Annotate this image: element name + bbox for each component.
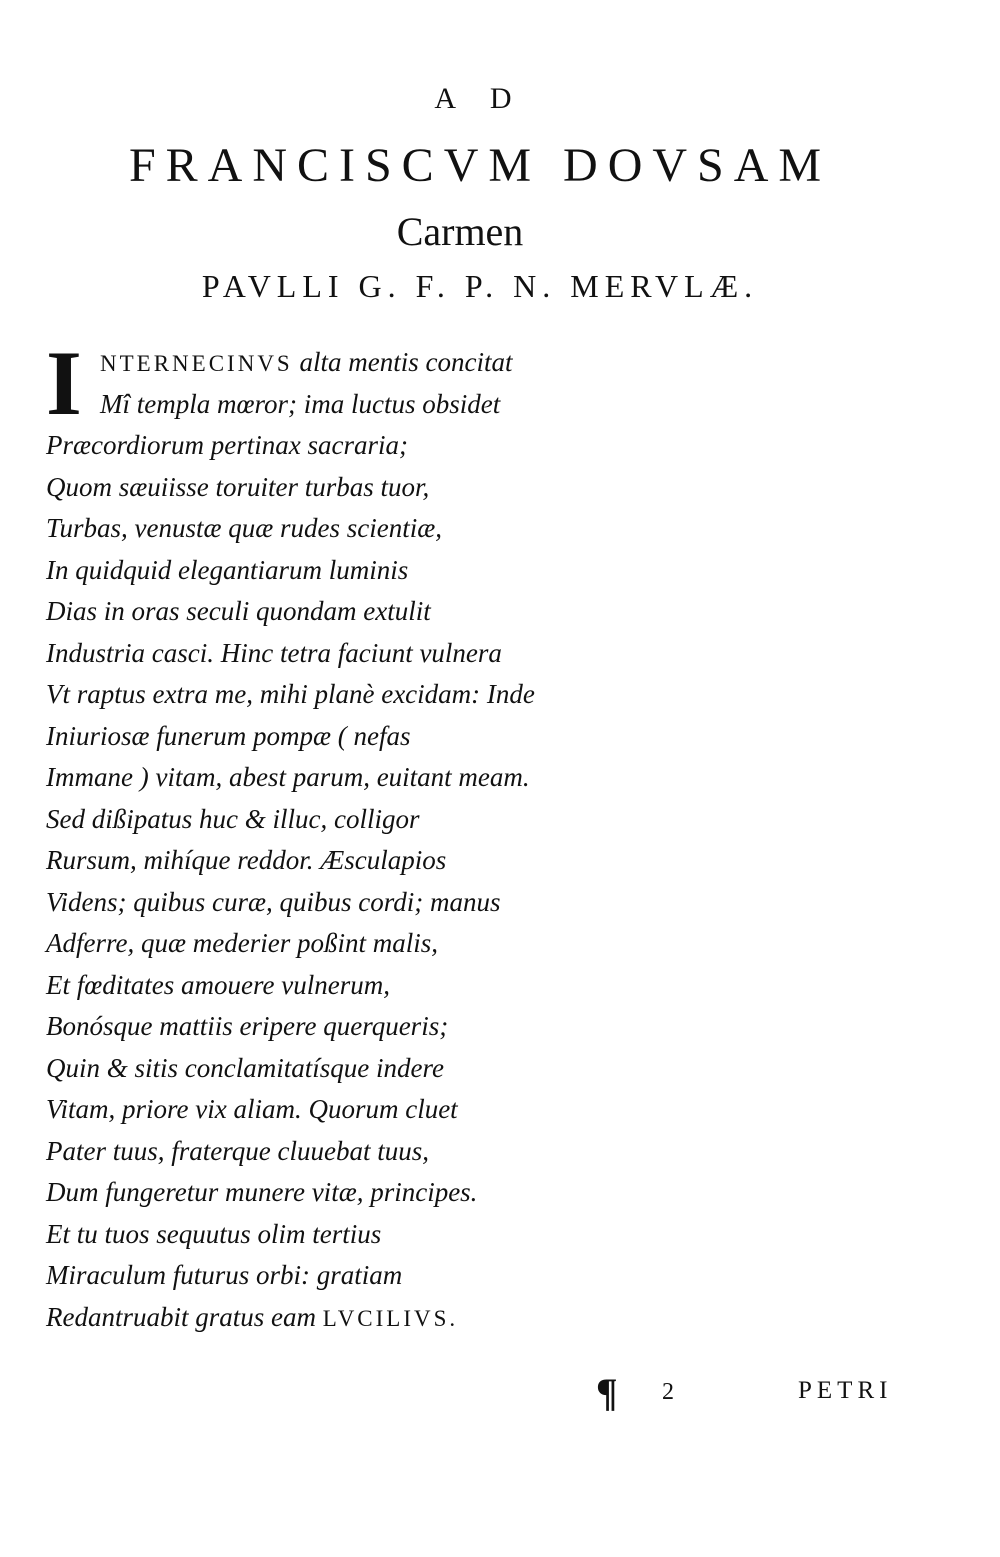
poem-line: Et fœditates amouere vulnerum, (46, 969, 390, 1000)
poem-last-line (46, 1297, 686, 1339)
poem-line: Videns; quibus curæ, quibus cordi; manus (46, 886, 501, 917)
poem-line: Rursum, mihíque reddor. Æsculapios (46, 845, 447, 875)
poem-line: Vt raptus extra me, mihi planè excidam: Inde (46, 679, 535, 709)
heading-ad: A D (434, 82, 526, 115)
poem-body (46, 332, 686, 1338)
poem-line-2: Mî templa mœror; ima luctus obsidet (100, 388, 501, 419)
heading-recipient: FRANCISCVM DOVSAM (128, 139, 832, 192)
catchword: PETRI (798, 1377, 893, 1404)
poem-line: Sed dißipatus huc & illuc, colligor (46, 803, 420, 834)
poem-line: Dias in oras seculi quondam extulit (46, 596, 431, 626)
signature-mark: 2 (662, 1379, 674, 1405)
poem-line: Iniuriosæ funerum pompæ ( nefas (46, 720, 411, 751)
poem-first-line-rest: alta mentis concitat (292, 347, 513, 377)
poem-line-1 (46, 342, 686, 384)
poem-line: Quom sæuiisse toruiter turbas tuor, (46, 471, 430, 502)
poem-line: Industria casci. Hinc tetra faciunt vulnera (46, 637, 502, 668)
poem-line: Dum fungeretur munere vitæ, principes. (46, 1177, 478, 1207)
heading-author: PAVLLI G. F. P. N. MERVLÆ. (201, 268, 759, 304)
poem-line: Quin & sitis conclamitatísque indere (46, 1052, 444, 1083)
poem-line: Vitam, priore vix aliam. Quorum cluet (46, 1094, 458, 1124)
poem-line: Bonósque mattiis eripere querqueris; (46, 1011, 449, 1041)
poem-line: In quidquid elegantiarum luminis (46, 554, 409, 585)
page-footer (590, 1370, 930, 1415)
poem-first-word: NTERNECINVS (100, 351, 293, 376)
poem-line: Pater tuus, fraterque cluuebat tuus, (46, 1135, 429, 1166)
poem-line: Et tu tuos sequutus olim tertius (46, 1218, 382, 1249)
poem-last-line-name: LVCILIVS. (322, 1305, 459, 1331)
drop-cap-initial: I (46, 332, 82, 434)
poem-last-line-start: Redantruabit gratus eam (46, 1301, 323, 1332)
poem-line: Præcordiorum pertinax sacraria; (46, 430, 408, 460)
poem-line: Immane ) vitam, abest parum, euitant meam. (46, 762, 530, 792)
pilcrow-mark: ¶ (596, 1370, 618, 1415)
poem-line: Adferre, quæ mederier poßint malis, (46, 928, 438, 958)
heading-carmen: Carmen (396, 209, 524, 254)
poem-lines (46, 425, 686, 1297)
poem-line: Turbas, venustæ quæ rudes scientiæ, (46, 513, 443, 543)
poem-line: Miraculum futurus orbi: gratiam (46, 1260, 403, 1290)
